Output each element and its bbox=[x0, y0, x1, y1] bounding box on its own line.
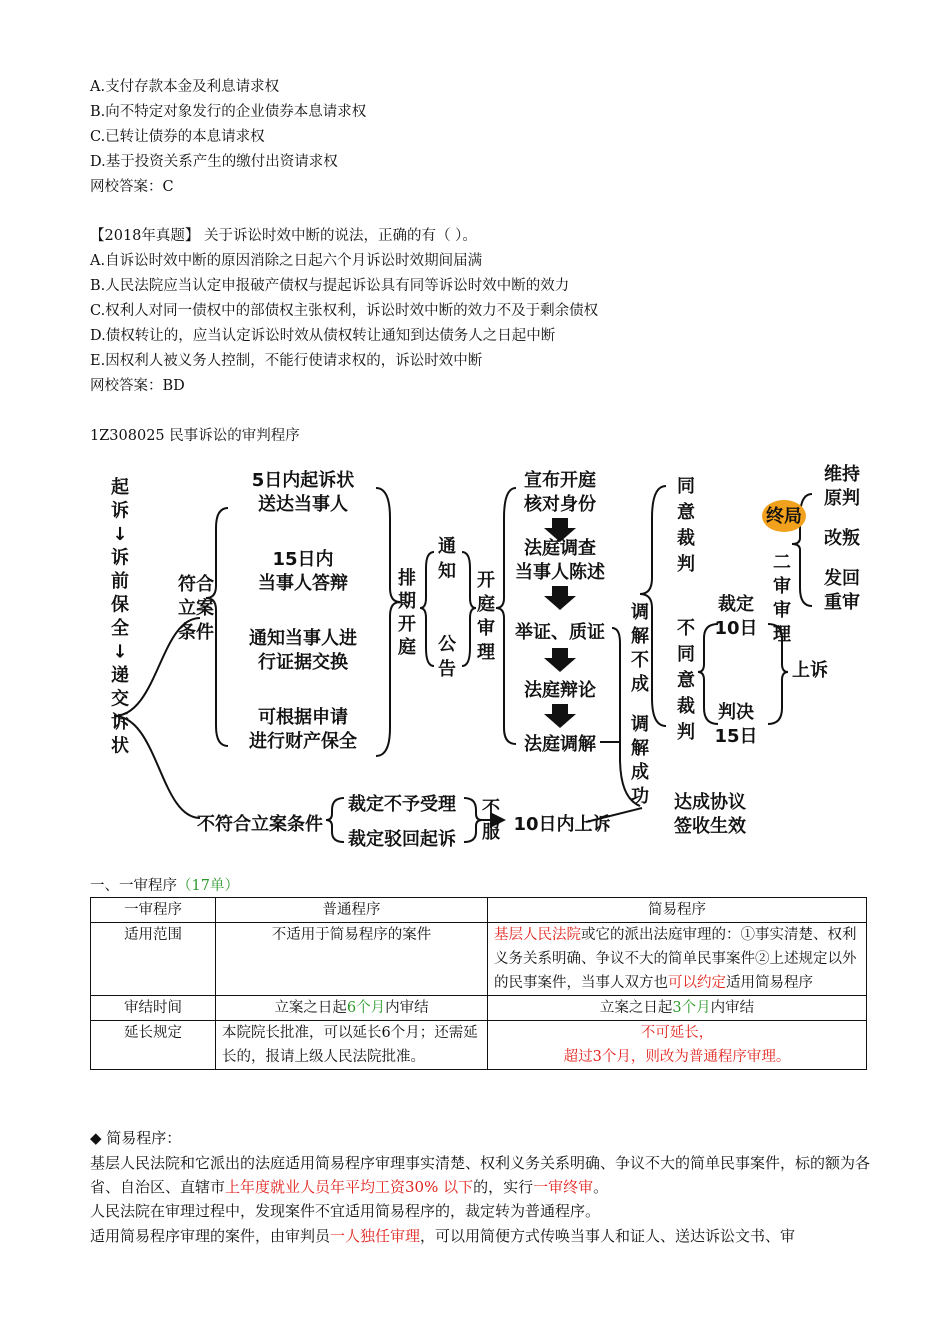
flow-schedule-text: 庭 bbox=[398, 637, 416, 658]
flow-fail-text: 解 bbox=[631, 626, 649, 647]
flow-disagree-text: 意 bbox=[677, 670, 695, 691]
q1-option-d: D.基于投资关系产生的缴付出资请求权 bbox=[90, 154, 338, 170]
down-arrow-icon bbox=[544, 648, 576, 672]
simple-para-1: 基层人民法院和它派出的法庭适用简易程序审理事实清楚、权利义务关系明确、争议不大的简单民事案件，标的额为各省、自治区、直辖市上年度就业人员年平均工资30% 以下的，实行一审终审。 bbox=[90, 1154, 871, 1196]
flow-meet-text: 立案 bbox=[178, 598, 214, 619]
flow-disagree-text: 不 bbox=[677, 618, 695, 639]
flow-settle-text: 签收生效 bbox=[674, 816, 746, 837]
flow-appeal10-text: 10日内上诉 bbox=[513, 814, 611, 835]
flow-trial-text: 理 bbox=[477, 642, 495, 663]
q2-option-a: A.自诉讼时效中断的原因消除之日起六个月诉讼时效期间届满 bbox=[90, 253, 483, 269]
flow-condition-text: 通知当事人进 bbox=[249, 628, 357, 649]
flow-success-text: 解 bbox=[631, 738, 649, 759]
flow-settle-text: 达成协议 bbox=[674, 792, 746, 813]
simple-para-2: 人民法院在审理过程中，发现案件不宜适用简易程序的，裁定转为普通程序。 bbox=[90, 1202, 601, 1220]
q1-option-c: C.已转让债券的本息请求权 bbox=[90, 129, 265, 145]
flow-second-text: 二 bbox=[773, 552, 791, 573]
flow-announce-text: 告 bbox=[438, 659, 456, 680]
flow-condition-text: 行证据交换 bbox=[258, 652, 348, 673]
flow-success-text: 调 bbox=[631, 714, 649, 735]
down-arrow-icon bbox=[544, 586, 576, 610]
flow-start-text: ↓ bbox=[112, 524, 128, 545]
flow-start-text: 诉 bbox=[111, 547, 129, 569]
cell-simple: 基层人民法院或它的派出法庭审理的：①事实清楚、权利义务关系明确、争议不大的简单民事案件②上述规定以外的民事案件，当事人双方也可以约定适用简易程序 bbox=[488, 923, 867, 996]
flow-schedule-text: 期 bbox=[398, 591, 416, 612]
flow-trial-text: 庭 bbox=[477, 594, 495, 615]
flow-fail-text: 调 bbox=[631, 602, 649, 623]
row-label: 适用范围 bbox=[91, 923, 216, 996]
flow-start-text: 状 bbox=[111, 735, 129, 757]
flow-success-text: 成 bbox=[631, 762, 649, 783]
flow-schedule-text: 排 bbox=[398, 568, 416, 589]
q2-stem: 【2018年真题】 关于诉讼时效中断的说法，正确的有（ ）。 bbox=[90, 228, 477, 244]
cell-simple: 立案之日起3个月内审结 bbox=[488, 996, 867, 1021]
flow-condition-text: 15日内 bbox=[272, 549, 334, 570]
brace-reject bbox=[326, 798, 344, 842]
flow-start-text: ↓ bbox=[112, 641, 128, 663]
flow-result-text: 发回 bbox=[824, 568, 860, 589]
cell-simple: 不可延长， 超过3个月，则改为普通程序审理。 bbox=[488, 1021, 867, 1070]
flow-fail-text: 不 bbox=[631, 650, 649, 671]
flow-success-text: 功 bbox=[631, 786, 649, 807]
flow-meet-text: 符合 bbox=[178, 574, 214, 595]
q1-option-b: B.向不特定对象发行的企业债券本息请求权 bbox=[90, 104, 367, 120]
brace-reject-right bbox=[464, 798, 482, 842]
table-header: 一审程序 bbox=[91, 898, 216, 923]
row-label: 审结时间 bbox=[91, 996, 216, 1021]
brace-notice-right bbox=[462, 552, 476, 666]
flow-notaccept-text: 不 bbox=[482, 798, 500, 819]
flow-start-text: 交 bbox=[111, 688, 129, 710]
flow-step-text: 法庭调解 bbox=[524, 734, 596, 755]
q1-answer: 网校答案：C bbox=[90, 179, 174, 195]
q1-option-a: A.支付存款本金及利息请求权 bbox=[90, 79, 280, 95]
flow-condition-text: 当事人答辩 bbox=[258, 573, 348, 594]
flow-result-text: 重审 bbox=[824, 592, 860, 613]
flow-notice-text: 知 bbox=[438, 561, 456, 582]
flow-step-text: 举证、质证 bbox=[515, 622, 605, 643]
flow-disagree-text: 同 bbox=[677, 644, 695, 665]
brace-notice-left bbox=[420, 552, 434, 666]
q2-option-c: C.权利人对同一债权中的部债权主张权利，诉讼时效中断的效力不及于剩余债权 bbox=[90, 303, 599, 319]
flow-reject1-text: 裁定不予受理 bbox=[348, 794, 456, 815]
flow-second-text: 审 bbox=[773, 600, 791, 621]
flow-second-text: 审 bbox=[773, 576, 791, 597]
brace-ruling bbox=[698, 624, 718, 724]
q2-answer: 网校答案：BD bbox=[90, 378, 185, 394]
flow-condition-text: 送达当事人 bbox=[258, 494, 348, 515]
q2-option-e: E.因权利人被义务人控制，不能行使请求权的，诉讼时效中断 bbox=[90, 353, 483, 369]
flow-notice-text: 通 bbox=[438, 536, 456, 557]
flow-condition-text: 可根据申请 bbox=[258, 707, 348, 728]
flow-judgment-text: 判决 bbox=[718, 702, 754, 723]
cell-normal: 立案之日起6个月内审结 bbox=[216, 996, 488, 1021]
flow-ruling-text: 10日 bbox=[714, 618, 758, 639]
section-title: 一、一审程序（17单） bbox=[90, 878, 239, 894]
flow-step-text: 核对身份 bbox=[524, 494, 596, 515]
flow-schedule-text: 开 bbox=[398, 614, 416, 635]
flow-start-text: 全 bbox=[111, 618, 129, 639]
flow-step-text: 法庭辩论 bbox=[524, 680, 596, 701]
flow-step-text: 法庭调查 bbox=[524, 538, 596, 559]
flow-trial-text: 开 bbox=[477, 570, 495, 591]
flow-condition-text: 5日内起诉状 bbox=[251, 470, 355, 491]
flow-agree-text: 判 bbox=[677, 554, 695, 575]
flow-fail-text: 成 bbox=[631, 674, 649, 695]
simple-title: ◆ 简易程序： bbox=[90, 1129, 182, 1147]
flow-disagree-text: 判 bbox=[677, 722, 695, 743]
flow-final-text: 终局 bbox=[766, 506, 802, 527]
table-row bbox=[91, 996, 867, 1021]
flow-result-text: 改叛 bbox=[824, 528, 860, 549]
cell-normal: 不适用于简易程序的案件 bbox=[216, 923, 488, 996]
flow-result-text: 维持 bbox=[824, 464, 860, 485]
brace-steps bbox=[496, 488, 516, 744]
down-arrow-icon bbox=[544, 704, 576, 728]
flow-step-text: 宣布开庭 bbox=[524, 470, 596, 491]
flow-start-text: 诉 bbox=[111, 712, 129, 733]
cell-normal: 本院院长批准，可以延长6个月；还需延长的，报请上级人民法院批准。 bbox=[216, 1021, 488, 1070]
q2-option-d: D.债权转让的，应当认定诉讼时效从债权转让通知到达债务人之日起中断 bbox=[90, 328, 556, 344]
flow-notmeet-text: 不符合立案条件 bbox=[197, 814, 323, 835]
flow-start-text: 诉 bbox=[111, 500, 129, 522]
table-row bbox=[91, 923, 867, 996]
flow-appeal-text: 上诉 bbox=[792, 660, 828, 681]
simple-para-3: 适用简易程序审理的案件，由审判员一人独任审理，可以用简便方式传唤当事人和证人、送达诉讼文书、审 bbox=[90, 1227, 796, 1245]
flow-meet-text: 条件 bbox=[178, 622, 214, 643]
table-header: 普通程序 bbox=[216, 898, 488, 923]
flow-judgment-text: 15日 bbox=[714, 726, 758, 747]
civil-procedure-flowchart bbox=[100, 458, 880, 860]
flow-ruling-text: 裁定 bbox=[718, 594, 754, 615]
brace-conditions-right bbox=[376, 488, 400, 756]
flow-result-text: 原判 bbox=[824, 488, 860, 509]
flow-start-text: 保 bbox=[111, 594, 129, 616]
flow-announce-text: 公 bbox=[438, 634, 456, 655]
row-label: 延长规定 bbox=[91, 1021, 216, 1070]
procedure-table bbox=[90, 897, 867, 1070]
table-header: 简易程序 bbox=[488, 898, 867, 923]
table-row bbox=[91, 1021, 867, 1070]
flow-agree-text: 意 bbox=[677, 502, 695, 523]
table-header-row bbox=[91, 898, 867, 923]
q2-option-b: B.人民法院应当认定申报破产债权与提起诉讼具有同等诉讼时效中断的效力 bbox=[90, 278, 570, 294]
flow-disagree-text: 裁 bbox=[677, 696, 695, 717]
section-heading: 1Z308025 民事诉讼的审判程序 bbox=[90, 428, 300, 444]
flow-start-text: 递 bbox=[111, 665, 129, 686]
flow-agree-text: 同 bbox=[677, 476, 695, 497]
flow-start-text: 前 bbox=[111, 571, 129, 592]
flow-condition-text: 进行财产保全 bbox=[249, 731, 357, 752]
flow-agree-text: 裁 bbox=[677, 528, 695, 549]
flow-step-text: 当事人陈述 bbox=[515, 562, 605, 583]
flow-notaccept-text: 服 bbox=[482, 822, 500, 843]
flow-start-text: 起 bbox=[111, 477, 129, 498]
flow-second-text: 理 bbox=[773, 624, 791, 645]
flow-trial-text: 审 bbox=[477, 618, 495, 639]
flow-reject2-text: 裁定驳回起诉 bbox=[348, 829, 456, 850]
